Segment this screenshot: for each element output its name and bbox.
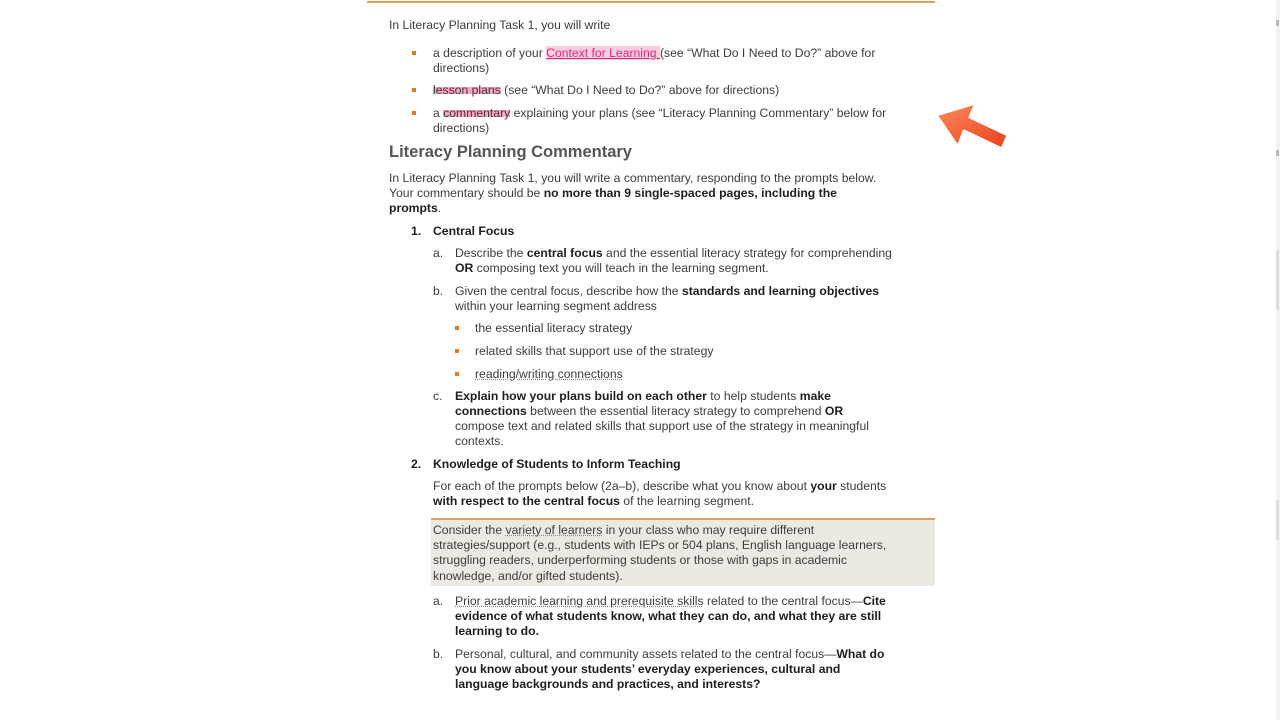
- top-rule: [367, 1, 935, 3]
- paragraph-bold-text: prompts: [389, 201, 438, 215]
- item-text: For each of the prompts below (2a–b), describe what you know about: [433, 479, 811, 493]
- bullet-text: explaining your plans (see “Literacy Planning Commentary” below for: [510, 106, 887, 120]
- item-text: students: [836, 479, 887, 493]
- bullet-item-3: [433, 106, 886, 121]
- item-2a-line1: [455, 594, 886, 609]
- item-text-underlined: Prior academic learning and prerequisite skills: [455, 594, 704, 608]
- item-1a-line1: [455, 246, 892, 261]
- item-bold-text: central focus: [526, 246, 603, 260]
- note-line4: knowledge, and/or gifted students).: [433, 569, 623, 583]
- item-2b-line1: [455, 647, 884, 662]
- commentary-paragraph-line2: [389, 186, 837, 201]
- item-letter: b.: [433, 284, 444, 298]
- item-2a-line3: learning to do.: [455, 624, 539, 638]
- section-2-number: 2.: [411, 457, 422, 471]
- commentary-paragraph-line3: [389, 201, 441, 216]
- highlighted-text: commentary: [443, 106, 511, 120]
- item-text: and the essential literacy strategy for comprehending: [602, 246, 892, 260]
- item-letter: a.: [433, 594, 444, 608]
- item-letter: c.: [433, 389, 443, 403]
- section-1-title: Central Focus: [433, 224, 515, 238]
- bullet-marker: [412, 88, 416, 92]
- item-bold-text: OR: [824, 404, 844, 418]
- item-2b-line3: language backgrounds and practices, and interests?: [455, 677, 761, 691]
- commentary-paragraph-line1: In Literacy Planning Task 1, you will write a commentary, responding to the prompts below.: [389, 171, 877, 185]
- sub-bullet-1: the essential literacy strategy: [475, 321, 633, 335]
- sub-bullet-2: related skills that support use of the strategy: [475, 344, 714, 358]
- context-for-learning-link[interactable]: Context for Learning: [546, 46, 660, 60]
- note-line2: strategies/support (e.g., students with IEPs or 504 plans, English language learners,: [433, 538, 887, 552]
- item-bold-text: Cite: [862, 594, 886, 608]
- paragraph-bold-text: no more than 9 single-spaced pages, including the: [543, 186, 837, 200]
- item-letter: b.: [433, 647, 444, 661]
- pointer-arrow-icon: [928, 95, 1018, 165]
- bullet-item-2: [433, 83, 779, 98]
- item-bold-text: your: [810, 479, 837, 493]
- right-edge-mark: [1276, 500, 1279, 540]
- right-edge-mark: [1276, 20, 1279, 26]
- section-2-title: Knowledge of Students to Inform Teaching: [433, 457, 681, 471]
- item-2a-line2: evidence of what students know, what they can do, and what they are still: [455, 609, 882, 623]
- section-2-intro-line1: [433, 479, 886, 494]
- note-text-underlined: variety of learners: [505, 523, 603, 537]
- item-bold-text: connections: [455, 404, 527, 418]
- paragraph-text: Your commentary should be: [389, 186, 544, 200]
- item-text: Personal, cultural, and community assets related to the central focus—: [455, 647, 837, 661]
- item-2b-line2: you know about your students’ everyday experiences, cultural and: [455, 662, 841, 676]
- bullet-text: a description of your: [433, 46, 547, 60]
- paragraph-text: .: [437, 201, 442, 215]
- item-bold-text: with respect to the central focus: [433, 494, 620, 508]
- item-1c-line1: [455, 389, 831, 404]
- right-edge-mark: [1276, 150, 1279, 156]
- item-text: related to the central focus—: [703, 594, 863, 608]
- bullet-text: (see “What Do I Need to Do?” above for directions): [500, 83, 780, 97]
- item-bold-text: Explain how your plans build on each other: [455, 389, 707, 403]
- highlighted-text: lesson plans: [433, 83, 501, 97]
- right-edge-mark: [1276, 250, 1279, 310]
- item-bold-text: standards and learning objectives: [681, 284, 880, 298]
- bullet-marker: [455, 349, 459, 353]
- item-text: between the essential literacy strategy to comprehend: [526, 404, 825, 418]
- intro-text: In Literacy Planning Task 1, you will write: [389, 18, 611, 32]
- bullet-marker: [412, 111, 416, 115]
- bullet-marker: [455, 372, 459, 376]
- item-1b-line2: within your learning segment address: [455, 299, 657, 313]
- note-text: in your class who may require different: [602, 523, 815, 537]
- bullet-item-3-line2: directions): [433, 121, 490, 135]
- item-text: Given the central focus, describe how the: [455, 284, 682, 298]
- item-bold-text: make: [799, 389, 831, 403]
- item-1c-line2: [455, 404, 843, 419]
- section-2-intro-line2: [433, 494, 754, 509]
- item-letter: a.: [433, 246, 444, 260]
- item-text: to help students: [706, 389, 800, 403]
- note-text: Consider the: [433, 523, 506, 537]
- document-page: [367, 0, 935, 720]
- item-1b-line1: [455, 284, 879, 299]
- bullet-item-1: [433, 46, 875, 61]
- item-text: composing text you will teach in the learning segment.: [473, 261, 769, 275]
- bullet-text: a: [433, 106, 444, 120]
- item-text: Describe the: [455, 246, 527, 260]
- bullet-marker: [412, 51, 416, 55]
- section-heading: Literacy Planning Commentary: [389, 143, 632, 161]
- bullet-item-1-line2: directions): [433, 61, 490, 75]
- bullet-text: (see “What Do I Need to Do?” above for: [659, 46, 876, 60]
- note-line3: struggling readers, underperforming students or those with gaps in academic: [433, 553, 847, 567]
- item-bold-text: What do: [836, 647, 885, 661]
- item-1a-line2: [455, 261, 769, 276]
- item-bold-text: OR: [455, 261, 474, 275]
- note-line1: [433, 523, 814, 538]
- item-text: of the learning segment.: [619, 494, 755, 508]
- bullet-marker: [455, 326, 459, 330]
- right-edge-strip: [1276, 0, 1280, 720]
- item-1c-line4: contexts.: [455, 434, 504, 448]
- item-1c-line3: compose text and related skills that support use of the strategy in meaningful: [455, 419, 869, 433]
- section-1-number: 1.: [411, 224, 422, 238]
- sub-bullet-3: reading/writing connections: [475, 367, 623, 381]
